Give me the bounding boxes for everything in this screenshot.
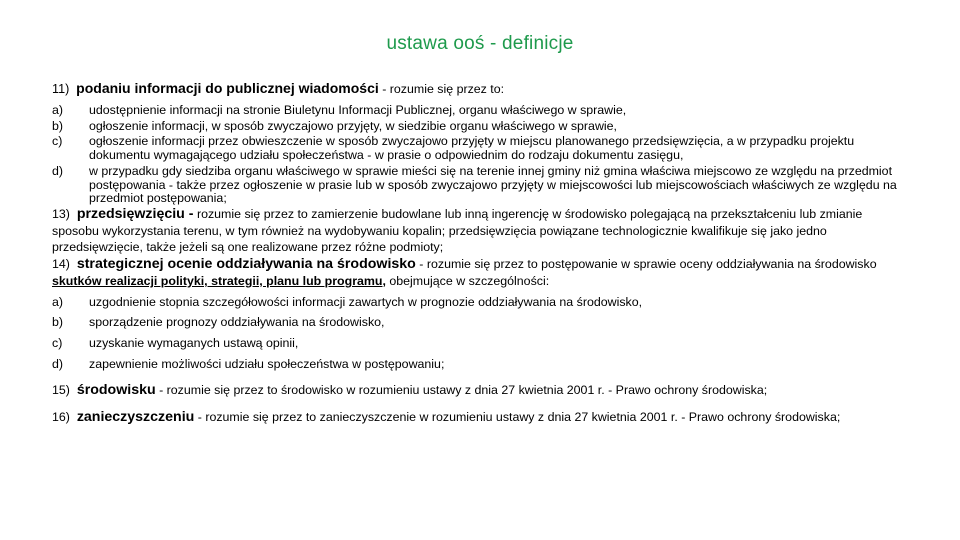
- list-item-text: zapewnienie możliwości udziału społeczeństwa w postępowaniu;: [89, 356, 445, 371]
- list-item-text: w przypadku gdy siedziba organu właściwego w sprawie mieści się na terenie innej gminy niż gmina właściwa miejscowo ze względu na przedmiot postępowania - także przez ogłoszenie w prasie lub w sposób zwyczajowo przyjęty w miejscowości lub miejscowościach właściwych ze względu na przedmiot postępowania;: [89, 164, 897, 206]
- list-item-text: sporządzenie prognozy oddziaływania na środowisko,: [89, 315, 385, 330]
- definition-term: strategicznej ocenie oddziaływania na środowisko: [76, 256, 416, 273]
- definition-number: 13): [52, 207, 70, 222]
- list-item: [52, 314, 902, 331]
- definitions-content: [52, 80, 902, 426]
- list-item: [52, 165, 902, 206]
- definition-underlined-text: skutków realizacji polityki, strategii, planu lub programu,: [52, 273, 386, 288]
- list-item: [52, 135, 902, 162]
- definition-term: środowisku: [76, 382, 156, 399]
- definition-number: 15): [52, 383, 70, 398]
- definition-term: przedsięwzięciu -: [76, 206, 194, 223]
- definition-text: - rozumie się przez to:: [378, 82, 505, 96]
- definition-11: [52, 80, 902, 98]
- definition-15: [52, 382, 902, 399]
- definition-text: - rozumie się przez to postępowanie w sprawie oceny oddziaływania na środowisko: [415, 257, 877, 272]
- list-letter: b): [52, 119, 64, 134]
- definition-number: 14): [52, 257, 70, 272]
- list-letter: c): [52, 134, 63, 149]
- list-letter: b): [52, 315, 64, 330]
- definition-term: zanieczyszczeniu: [76, 409, 195, 426]
- list-letter: d): [52, 356, 64, 371]
- definition-text: - rozumie się przez to środowisko w rozumieniu ustawy z dnia 27 kwietnia 2001 r. - Prawo ochrony środowiska;: [155, 383, 768, 398]
- list-item: [52, 102, 902, 119]
- list-item: [52, 118, 902, 135]
- list-item-text: uzyskanie wymaganych ustawą opinii,: [89, 336, 299, 350]
- slide-title: ustawa ooś - definicje: [386, 33, 574, 54]
- definition-13: [52, 206, 902, 256]
- list-item: [52, 294, 902, 311]
- list-letter: c): [52, 336, 63, 350]
- list-item-text: ogłoszenie informacji przez obwieszczenie w sposób zwyczajowo przyjęty w miejscu planowanego przedsięwzięcia, a w przypadku projektu dokumentu wymagającego udziału społeczeństwa - w prasie o odpowiednim do rodzaju dokumentu zasięgu,: [89, 134, 855, 162]
- list-letter: d): [52, 164, 64, 179]
- list-item-text: udostępnienie informacji na stronie Biuletynu Informacji Publicznej, organu właściwego w sprawie,: [89, 102, 627, 117]
- list-item-text: uzgodnienie stopnia szczegółowości informacji zawartych w prognozie oddziaływania na środowisko,: [89, 294, 643, 309]
- list-item: [52, 335, 902, 352]
- definition-number: 16): [52, 410, 70, 425]
- list-item: [52, 356, 902, 373]
- list-letter: a): [52, 102, 64, 117]
- definition-text: obejmujące w szczególności:: [385, 273, 550, 288]
- definition-term: podaniu informacji do publicznej wiadomości: [76, 80, 379, 96]
- list-letter: a): [52, 294, 64, 309]
- definition-14: [52, 256, 902, 289]
- definition-16: [52, 409, 902, 426]
- list-item-text: ogłoszenie informacji, w sposób zwyczajowo przyjęty, w siedzibie organu właściwego w sprawie,: [89, 119, 617, 134]
- definition-text: - rozumie się przez to zanieczyszczenie w rozumieniu ustawy z dnia 27 kwietnia 2001 r. - Prawo ochrony środowiska;: [194, 410, 841, 425]
- definition-text: rozumie się przez to zamierzenie budowlane lub inną ingerencję w środowisko polegającą na przekształceniu lub zmianie sposobu wykorzystania terenu, w tym również na wydobywaniu kopalin; przedsięwzięcia powiązane technologicznie kwalifikuje się jako jedno przedsięwzięcie, także jeżeli są one realizowane przez różne podmioty;: [52, 207, 863, 255]
- definition-number: 11): [52, 82, 70, 96]
